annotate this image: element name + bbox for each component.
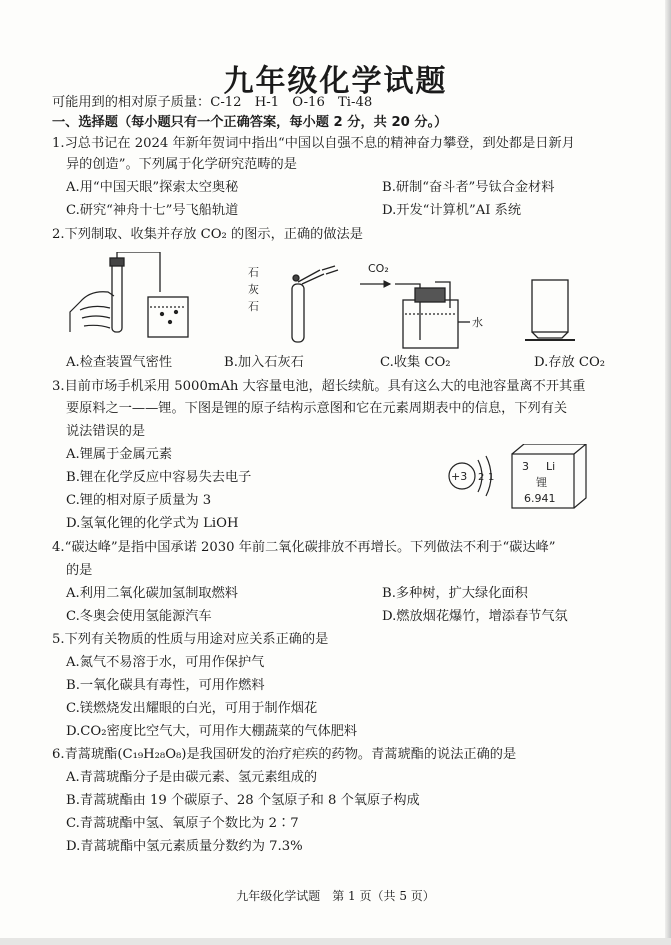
page-title: 九年级化学试题: [223, 64, 448, 99]
q4-option-d: D.燃放烟花爆竹，增添春节气氛: [382, 609, 568, 624]
limestone-label-2: 灰: [248, 283, 259, 296]
page-edge-shadow: [665, 0, 671, 945]
q1-option-b: B.研制“奋斗者”号钛合金材料: [382, 180, 555, 195]
q5-option-a: A.氮气不易溶于水，可用作保护气: [66, 655, 265, 670]
q4-option-a: A.利用二氧化碳加氢制取燃料: [66, 586, 238, 601]
limestone-label-3: 石: [248, 300, 259, 313]
section-note: （每小题只有一个正确答案，每小题 2 分，共 20 分。）: [117, 115, 448, 130]
nucleus-charge: +3: [451, 470, 468, 483]
q6-option-c: C.青蒿琥酯中氢、氧原子个数比为 2∶7: [66, 816, 299, 831]
q3-option-b: B.锂在化学反应中容易失去电子: [66, 470, 252, 485]
q2-figures: [60, 252, 620, 352]
atomic-masses: 可能用到的相对原子质量：C-12 H-1 O-16 Ti-48: [52, 95, 373, 110]
q6-option-d: D.青蒿琥酯中氢元素质量分数约为 7.3%: [66, 839, 303, 854]
element-name: 锂: [536, 476, 547, 489]
relative-atomic-mass: 6.941: [524, 492, 556, 505]
q1-option-d: D.开发“计算机”AI 系统: [382, 203, 522, 218]
page-footer: 九年级化学试题 第 1 页（共 5 页）: [236, 889, 435, 903]
store-co2-figure: [525, 280, 575, 340]
q3-option-c: C.锂的相对原子质量为 3: [66, 493, 212, 508]
q3-lithium-figure: [440, 444, 620, 520]
atomic-number: 3: [522, 460, 529, 473]
q2-option-c: C.收集 CO₂: [380, 355, 451, 370]
q6-stem: 6.青蒿琥酯(C₁₉H₂₈O₈)是我国研发的治疗疟疾的药物。青蒿琥酯的说法正确的是: [52, 747, 517, 762]
q2-option-b: B.加入石灰石: [224, 355, 304, 370]
q5-option-d: D.CO₂密度比空气大，可用作大棚蔬菜的气体肥料: [66, 724, 358, 739]
q6-option-b: B.青蒿琥酯由 19 个碳原子、28 个氢原子和 8 个氧原子构成: [66, 793, 420, 808]
q5-option-c: C.镁燃烧发出耀眼的白光，可用于制作烟花: [66, 701, 318, 716]
q3-stem-line2: 要原料之一——锂。下图是锂的原子结构示意图和它在元素周期表中的信息，下列有关: [66, 401, 568, 416]
page-bottom-edge: [0, 938, 671, 945]
q5-option-b: B.一氧化碳具有毒性，可用作燃料: [66, 678, 265, 693]
q1-option-c: C.研究“神舟十七”号飞船轨道: [66, 203, 239, 218]
q4-stem-line1: 4.“碳达峰”是指中国承诺 2030 年前二氧化碳排放不再增长。下列做法不利于“碳达峰”: [52, 540, 556, 555]
q4-stem-line2: 的是: [66, 563, 93, 578]
section-heading: [52, 114, 447, 132]
q4-option-b: B.多种树，扩大绿化面积: [382, 586, 528, 601]
q3-stem-line1: 3.目前市场手机采用 5000mAh 大容量电池，超长续航。具有这么大的电池容量离不开其重: [52, 379, 586, 394]
airtightness-apparatus-figure: [70, 252, 188, 337]
limestone-label-1: 石: [248, 266, 259, 279]
q5-stem: 5.下列有关物质的性质与用途对应关系正确的是: [52, 632, 329, 647]
water-label: 水: [472, 316, 483, 329]
q2-option-d: D.存放 CO₂: [534, 355, 606, 370]
shell-2-electrons: 1: [488, 472, 495, 483]
q1-option-a: A.用“中国天眼”探索太空奥秘: [66, 180, 239, 195]
q1-stem-line1: 1.习总书记在 2024 年新年贺词中指出“中国以自强不息的精神奋力攀登，到处都是日新月: [52, 136, 575, 151]
shell-1-electrons: 2: [478, 472, 485, 483]
section-title: 一、选择题: [52, 115, 118, 130]
q2-stem: 2.下列制取、收集并存放 CO₂ 的图示，正确的做法是: [52, 227, 363, 242]
add-limestone-figure: [292, 266, 338, 342]
q2-option-a: A.检查装置气密性: [66, 355, 173, 370]
collect-co2-figure: [360, 282, 470, 348]
q3-option-a: A.锂属于金属元素: [66, 447, 173, 462]
co2-inlet-label: CO₂: [368, 262, 389, 275]
q1-stem-line2: 异的创造”。下列属于化学研究范畴的是: [66, 157, 297, 172]
q4-option-c: C.冬奥会使用氢能源汽车: [66, 609, 212, 624]
q3-stem-line3: 说法错误的是: [66, 424, 146, 439]
q6-option-a: A.青蒿琥酯分子是由碳元素、氢元素组成的: [66, 770, 318, 785]
q3-option-d: D.氢氧化锂的化学式为 LiOH: [66, 516, 239, 531]
element-symbol: Li: [546, 460, 556, 473]
